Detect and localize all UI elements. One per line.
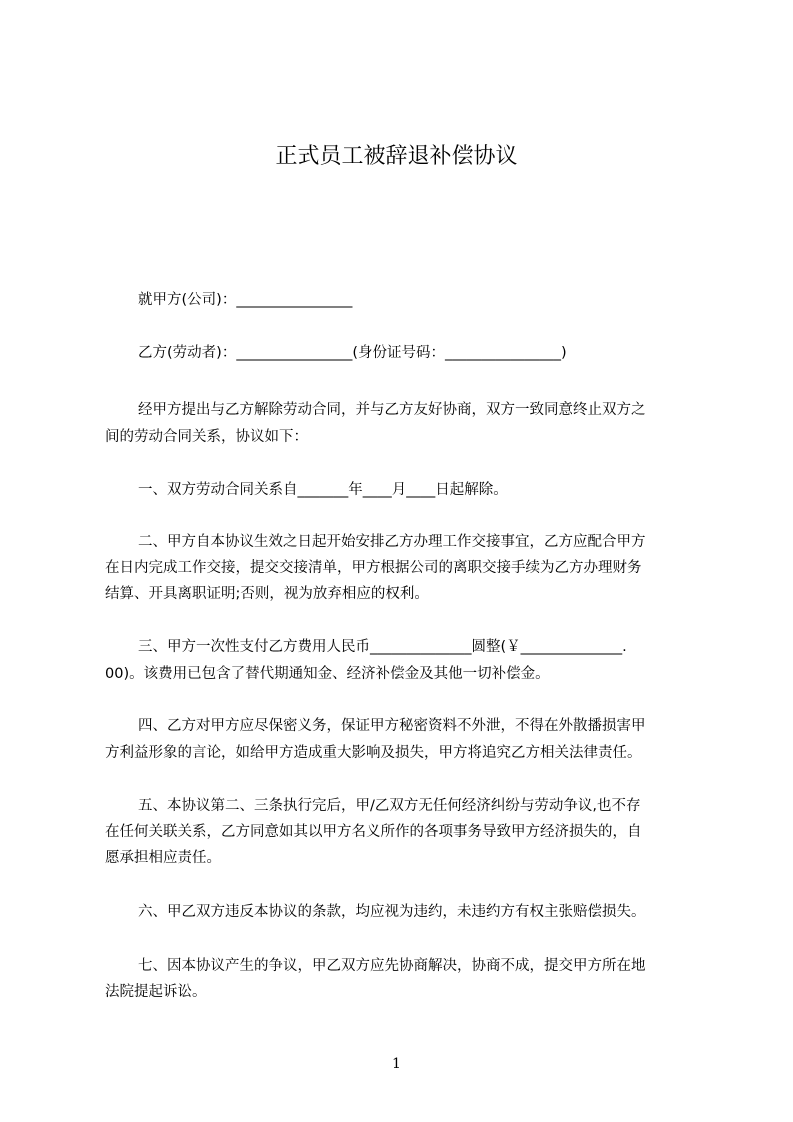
- page-number: 1: [392, 1056, 401, 1072]
- clause-5-line-3: 愿承担相应责任。: [105, 850, 221, 866]
- intro-line-2: 间的劳动合同关系，协议如下：: [105, 429, 308, 445]
- clause-4-line-1: 四、乙方对甲方应尽保密义务，保证甲方秘密资料不外泄，不得在外散播损害甲: [138, 718, 646, 734]
- clause-4-line-2: 方利益形象的言论，如给甲方造成重大影响及损失，甲方将追究乙方相关法律责任。: [105, 745, 642, 761]
- clause-3-line-2: 00)。该费用已包含了替代期通知金、经济补偿金及其他一切补偿金。: [105, 666, 550, 682]
- document-title: 正式员工被辞退补偿协议: [275, 144, 518, 169]
- party-a-line: 就甲方(公司)：________________: [138, 292, 353, 308]
- intro-line-1: 经甲方提出与乙方解除劳动合同，并与乙方友好协商，双方一致同意终止双方之: [138, 402, 646, 418]
- clause-7-line-1: 七、因本协议产生的争议，甲乙双方应先协商解决，协商不成，提交甲方所在地: [138, 958, 646, 974]
- clause-2-line-3: 结算、开具离职证明;否则，视为放弃相应的权利。: [105, 586, 429, 602]
- clause-5-line-2: 在任何关联关系，乙方同意如其以甲方名义所作的各项事务导致甲方经济损失的，自: [105, 824, 642, 840]
- clause-5-line-1: 五、本协议第二、三条执行完后，甲/乙双方无任何经济纠纷与劳动争议,也不存: [138, 798, 641, 814]
- clause-2-line-1: 二、甲方自本协议生效之日起开始安排乙方办理工作交接事宜，乙方应配合甲方: [138, 534, 646, 550]
- clause-2-line-2: 在日内完成工作交接，提交交接清单，甲方根据公司的离职交接手续为乙方办理财务: [105, 560, 642, 576]
- clause-1-line-1: 一、双方劳动合同关系自_______年____月____日起解除。: [138, 482, 508, 498]
- clause-6-line-1: 六、甲乙双方违反本协议的条款，均应视为违约，未违约方有权主张赔偿损失。: [138, 904, 646, 920]
- party-b-line: 乙方(劳动者)：________________(身份证号码：________________): [138, 345, 567, 361]
- clause-3-line-1: 三、甲方一次性支付乙方费用人民币______________圆整(￥______________.: [138, 639, 627, 655]
- clause-7-line-2: 法院提起诉讼。: [105, 984, 207, 1000]
